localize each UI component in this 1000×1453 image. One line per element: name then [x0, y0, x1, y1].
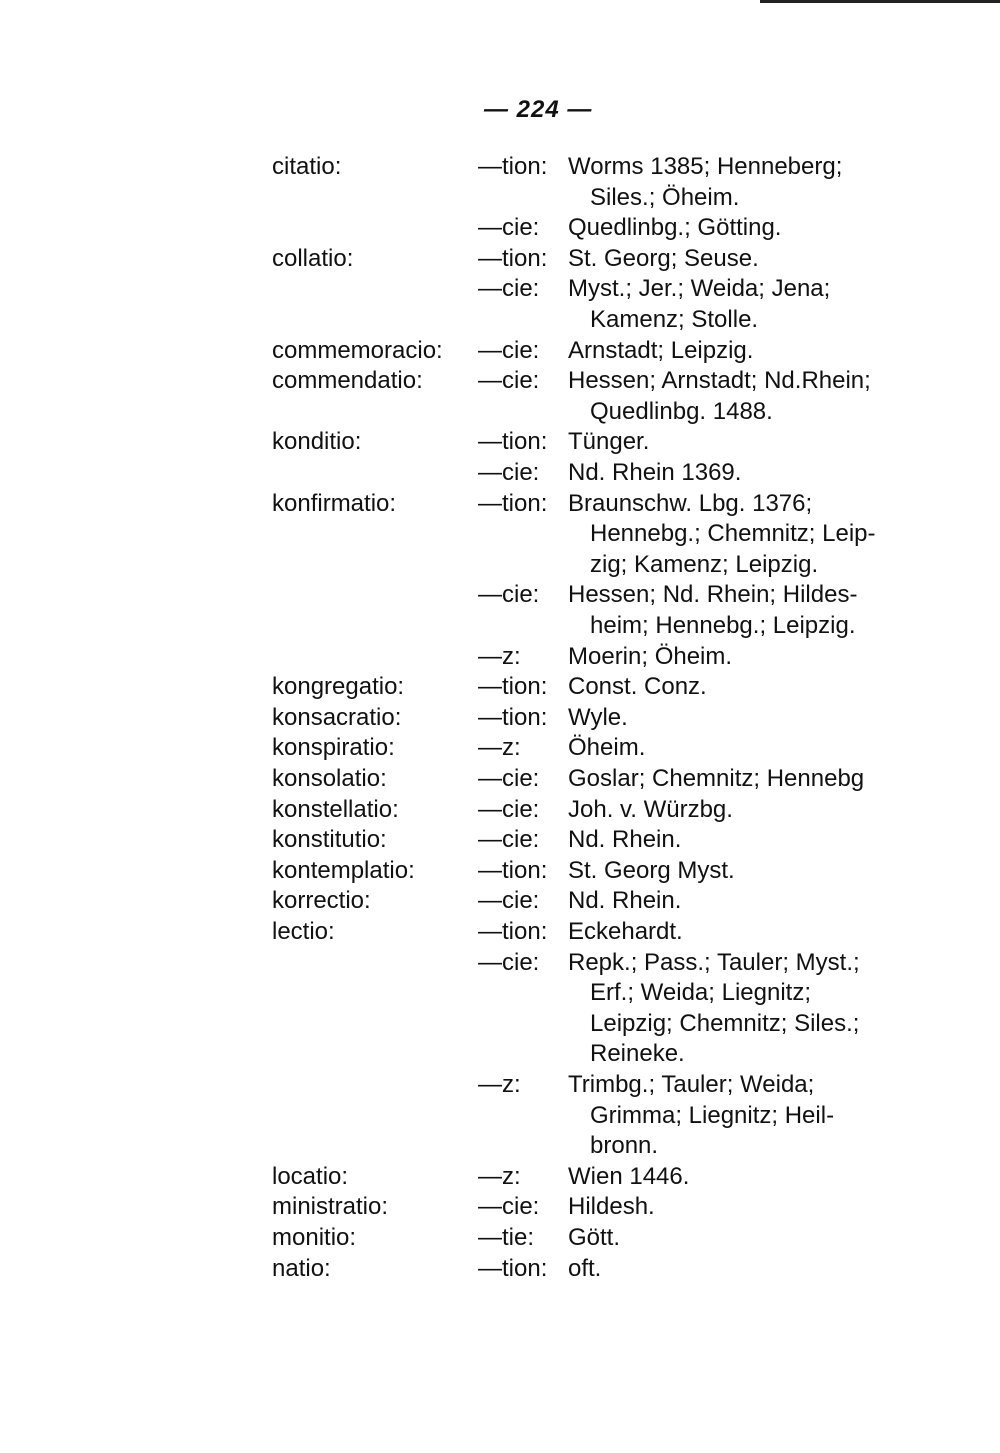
entry-term: locatio: — [272, 1162, 349, 1190]
entry-term: monitio: — [272, 1224, 357, 1251]
entry-suffix: —cie: — [478, 948, 540, 976]
entry-continuation-line — [0, 1131, 1000, 1161]
entry-line — [0, 825, 1000, 855]
entry-line — [0, 1192, 1000, 1222]
entry-sources: Nd. Rhein. — [568, 826, 682, 854]
entry-suffix: —z: — [478, 1162, 521, 1190]
entry-suffix: —cie: — [478, 887, 540, 915]
entry-line — [0, 1254, 1000, 1284]
entry-line — [0, 672, 1000, 702]
entry-term: citatio: — [272, 153, 342, 180]
entry-sources: Hildesh. — [568, 1193, 655, 1221]
entry-sources-continued: Kamenz; Stolle. — [590, 306, 759, 333]
entry-sources: Öheim. — [568, 734, 646, 762]
entry-term: konspiratio: — [272, 734, 395, 762]
entry-continuation-line — [0, 978, 1000, 1008]
entry-line — [0, 795, 1000, 825]
entry-line — [0, 642, 1000, 672]
entry-sources: Wien 1446. — [568, 1162, 690, 1190]
entry-sources-continued: Erf.; Weida; Liegnitz; — [590, 979, 811, 1007]
entry-suffix: —cie: — [478, 826, 540, 854]
entry-term: konditio: — [272, 428, 362, 456]
entry-term: konstellatio: — [272, 795, 399, 823]
entry-line — [0, 580, 1000, 610]
entry-term: konfirmatio: — [272, 489, 397, 517]
entry-term: konsolatio: — [272, 765, 387, 792]
entry-sources: Goslar; Chemnitz; Hennebg — [568, 765, 865, 792]
entry-continuation-line — [0, 305, 1000, 335]
entry-suffix: —cie: — [478, 367, 540, 395]
entry-line — [0, 703, 1000, 733]
entry-term: commendatio: — [272, 367, 423, 395]
entry-line — [0, 366, 1000, 396]
entry-sources: Eckehardt. — [568, 918, 683, 945]
entry-sources: Quedlinbg.; Götting. — [568, 214, 782, 242]
entry-line — [0, 1223, 1000, 1253]
entry-term: collatio: — [272, 244, 354, 272]
entry-sources-continued: Quedlinbg. 1488. — [590, 397, 773, 425]
entry-sources: Joh. v. Würzbg. — [568, 795, 733, 823]
entry-sources: Wyle. — [568, 703, 628, 731]
entry-suffix: —tion: — [478, 428, 548, 456]
entry-suffix: —cie: — [478, 1193, 540, 1221]
entry-sources: Braunschw. Lbg. 1376; — [568, 489, 813, 517]
entry-sources: Arnstadt; Leipzig. — [568, 336, 754, 364]
entry-suffix: —tion: — [478, 244, 548, 272]
entry-continuation-line — [0, 1009, 1000, 1039]
entry-sources-continued: Reineke. — [590, 1040, 685, 1068]
entry-term: konsacratio: — [272, 703, 402, 731]
entry-suffix: —cie: — [478, 336, 540, 364]
entry-sources: Hessen; Nd. Rhein; Hildes- — [568, 581, 858, 609]
entry-suffix: —tion: — [478, 856, 548, 884]
entry-term: natio: — [272, 1254, 331, 1282]
entry-suffix: —tion: — [478, 673, 548, 701]
entry-continuation-line — [0, 397, 1000, 427]
entry-term: ministratio: — [272, 1193, 389, 1221]
entry-term: commemoracio: — [272, 336, 443, 364]
entry-sources: Repk.; Pass.; Tauler; Myst.; — [568, 948, 860, 976]
entry-continuation-line — [0, 183, 1000, 213]
entry-suffix: —cie: — [478, 765, 540, 792]
entry-sources: Nd. Rhein 1369. — [568, 459, 742, 486]
entry-continuation-line — [0, 1039, 1000, 1069]
entry-sources: Worms 1385; Henneberg; — [568, 153, 843, 180]
entry-suffix: —tion: — [478, 703, 548, 731]
entry-suffix: —cie: — [478, 459, 540, 486]
entry-term: korrectio: — [272, 887, 371, 915]
entry-line — [0, 336, 1000, 366]
entry-suffix: —tie: — [478, 1224, 535, 1251]
entry-sources: Gött. — [568, 1224, 621, 1251]
page-number: — 224 — — [484, 96, 593, 123]
entry-sources: Moerin; Öheim. — [568, 642, 733, 670]
entry-suffix: —tion: — [478, 489, 548, 517]
entry-suffix: —tion: — [478, 1254, 548, 1282]
entry-sources: Nd. Rhein. — [568, 887, 682, 915]
entry-sources-continued: Leipzig; Chemnitz; Siles.; — [590, 1009, 860, 1037]
entry-suffix: —cie: — [478, 581, 540, 609]
entry-suffix: —tion: — [478, 918, 548, 945]
entry-term: lectio: — [272, 918, 335, 945]
entry-suffix: —z: — [478, 642, 521, 670]
entry-sources-continued: bronn. — [590, 1132, 659, 1160]
entry-line — [0, 489, 1000, 519]
entry-line — [0, 213, 1000, 243]
entry-line — [0, 886, 1000, 916]
entry-line — [0, 1070, 1000, 1100]
entry-line — [0, 458, 1000, 488]
entry-suffix: —z: — [478, 1071, 521, 1098]
entry-suffix: —cie: — [478, 214, 540, 242]
entry-continuation-line — [0, 611, 1000, 641]
entry-sources-continued: Grimma; Liegnitz; Heil- — [590, 1101, 835, 1129]
entry-continuation-line — [0, 519, 1000, 549]
entry-sources-continued: zig; Kamenz; Leipzig. — [590, 550, 819, 578]
entry-sources-continued: Hennebg.; Chemnitz; Leip- — [590, 520, 876, 548]
entry-line — [0, 733, 1000, 763]
entry-sources: St. Georg; Seuse. — [568, 244, 759, 272]
entry-sources: Hessen; Arnstadt; Nd.Rhein; — [568, 367, 871, 395]
entry-suffix: —z: — [478, 734, 521, 762]
entry-suffix: —tion: — [478, 153, 548, 180]
entry-sources: oft. — [568, 1254, 602, 1282]
entry-line — [0, 274, 1000, 304]
entry-continuation-line — [0, 550, 1000, 580]
entry-line — [0, 856, 1000, 886]
entry-sources: Myst.; Jer.; Weida; Jena; — [568, 275, 831, 303]
entry-term: kongregatio: — [272, 673, 405, 701]
entry-line — [0, 244, 1000, 274]
entry-line — [0, 917, 1000, 947]
entry-continuation-line — [0, 1101, 1000, 1131]
entry-term: kontemplatio: — [272, 856, 415, 884]
entry-sources-continued: Siles.; Öheim. — [590, 183, 740, 211]
entry-sources-continued: heim; Hennebg.; Leipzig. — [590, 612, 856, 639]
entry-suffix: —cie: — [478, 795, 540, 823]
entry-sources: Trimbg.; Tauler; Weida; — [568, 1071, 815, 1098]
entry-line — [0, 948, 1000, 978]
entry-line — [0, 764, 1000, 794]
entry-term: konstitutio: — [272, 826, 387, 854]
entry-line — [0, 1162, 1000, 1192]
entry-sources: St. Georg Myst. — [568, 856, 735, 884]
entry-sources: Tünger. — [568, 428, 650, 456]
entry-sources: Const. Conz. — [568, 673, 707, 701]
entry-line — [0, 427, 1000, 457]
entry-line — [0, 152, 1000, 182]
entry-suffix: —cie: — [478, 275, 540, 303]
